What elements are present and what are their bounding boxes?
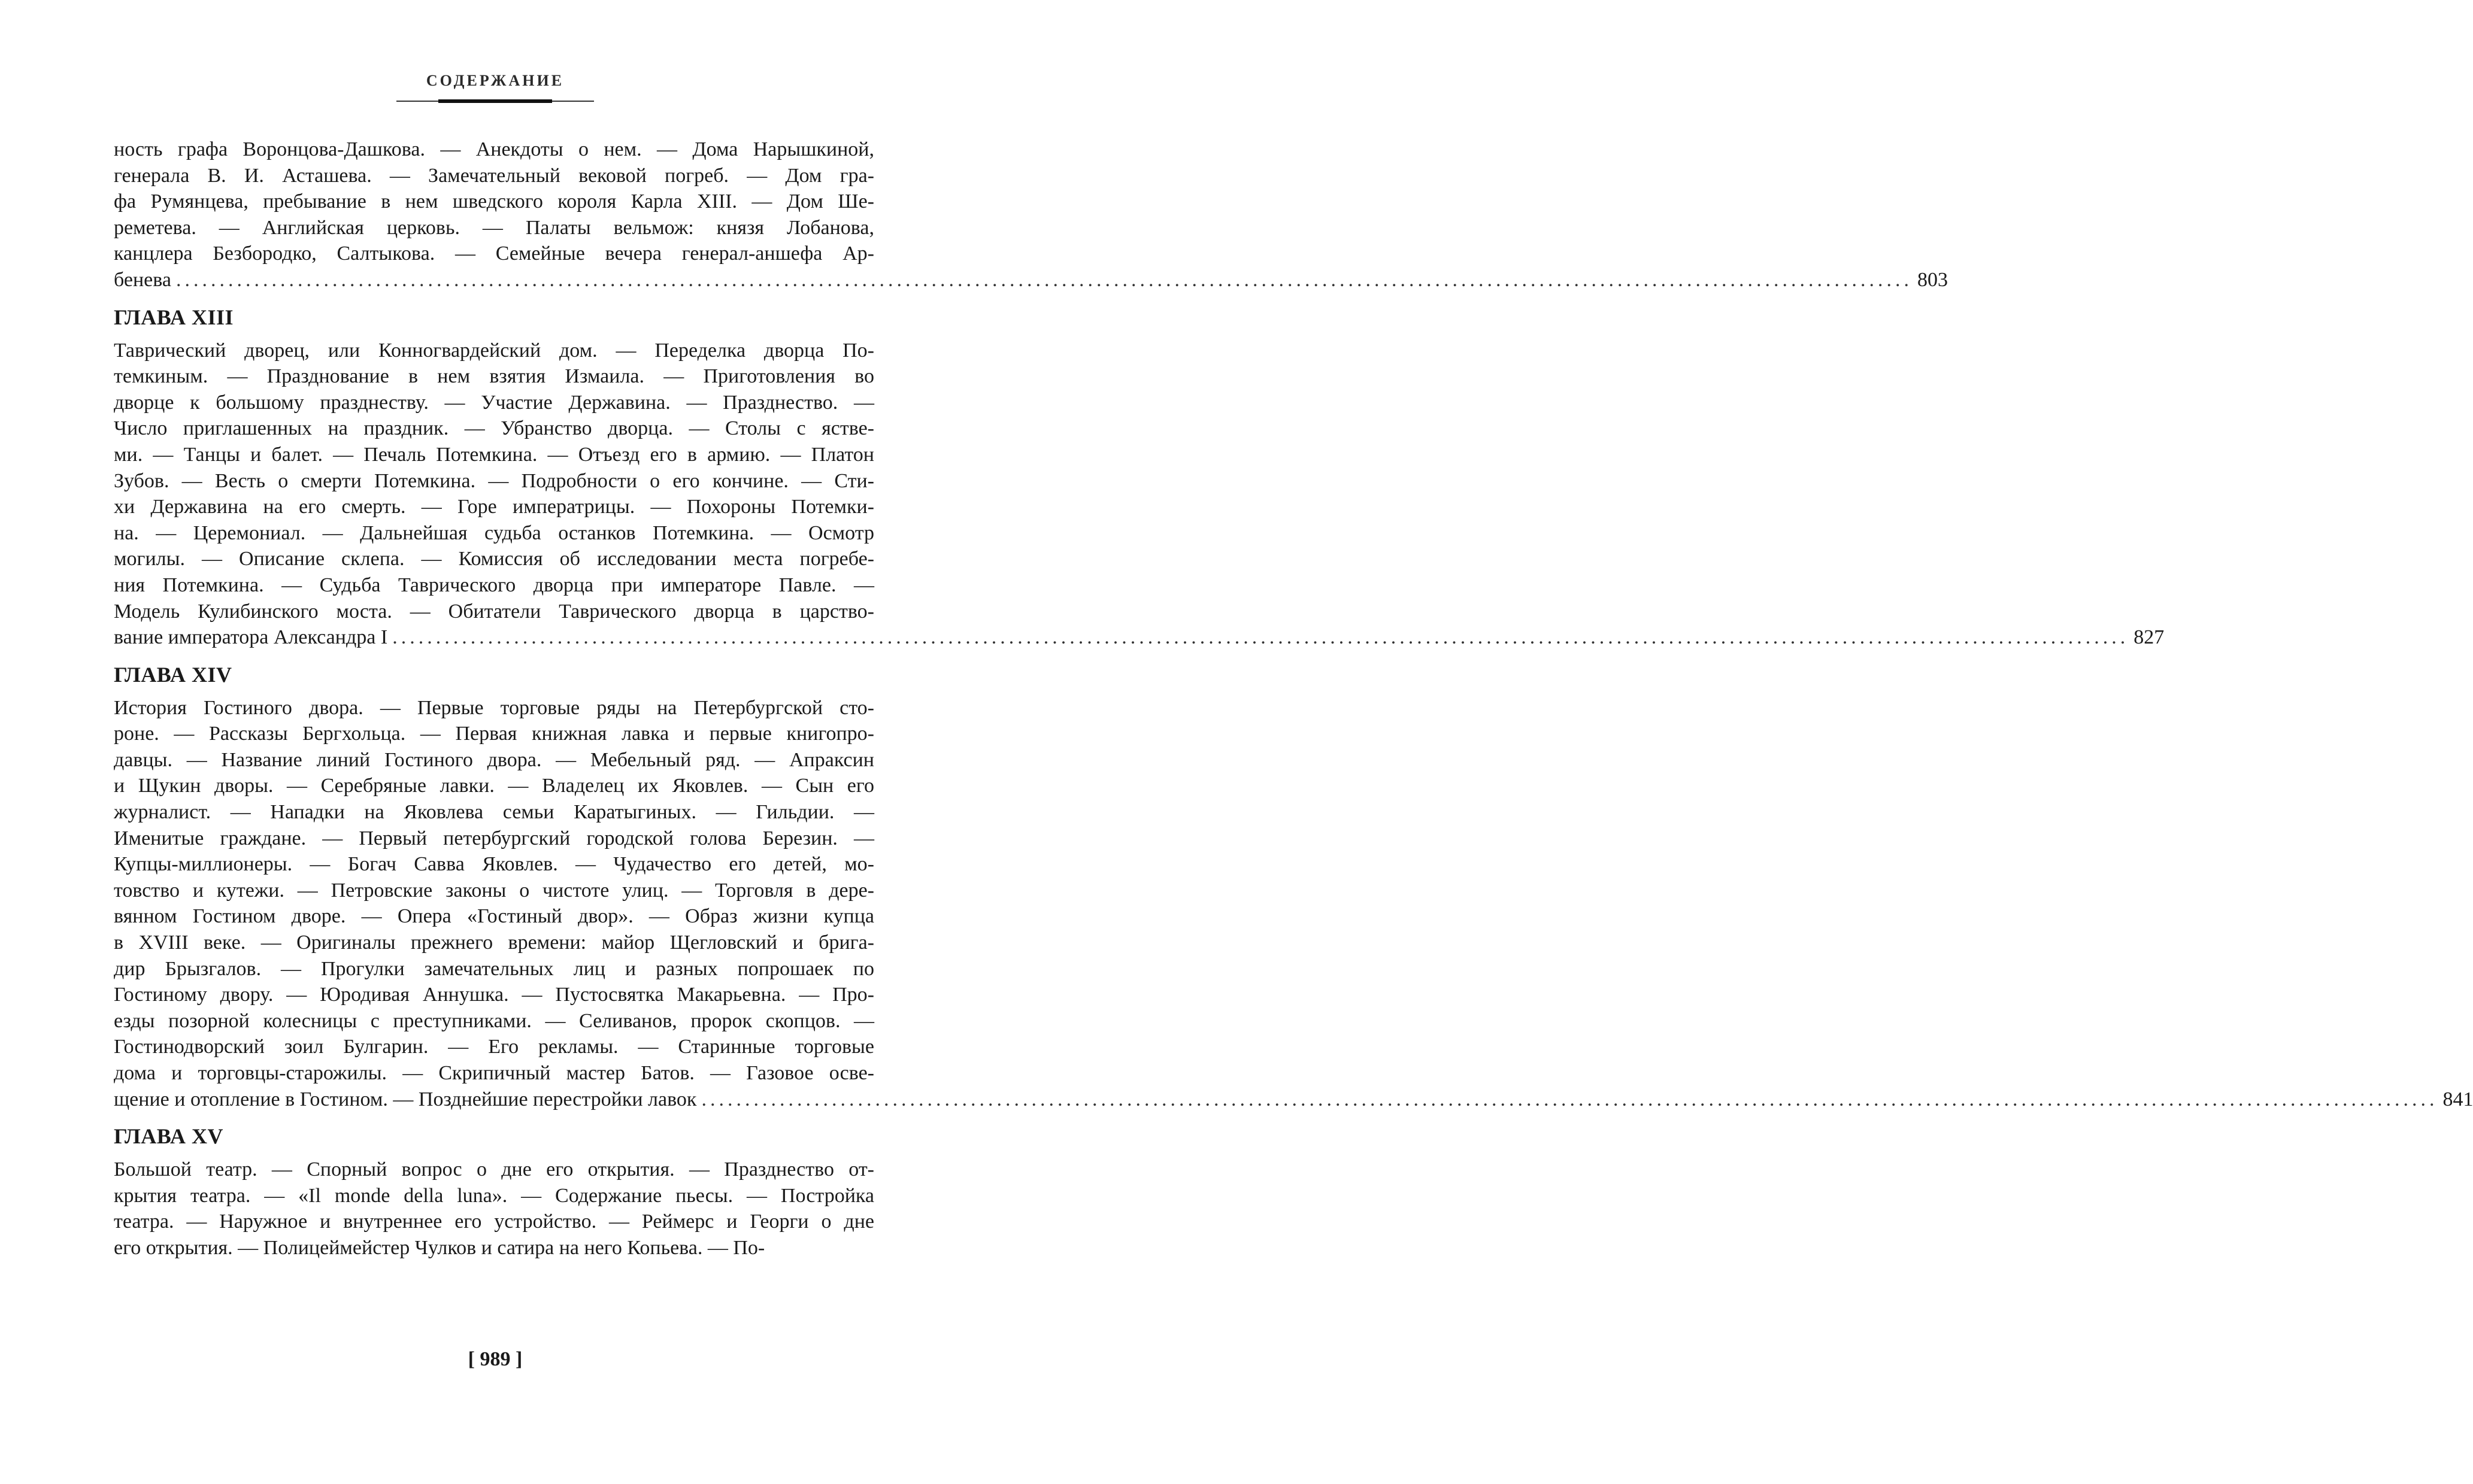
header-rule xyxy=(396,98,594,104)
summary-line: журналист. — Нападки на Яковлева семьи Каратыгиных. — Гильдии. — xyxy=(114,801,874,824)
summary-line: могилы. — Описание склепа. — Комиссия об исследовании места погребе- xyxy=(114,548,874,570)
summary-line: в XVIII веке. — Оригиналы прежнего времени: майор Щегловский и брига- xyxy=(114,931,874,954)
summary-line: хи Державина на его смерть. — Горе императрицы. — Похороны Потемки- xyxy=(114,496,874,518)
chapter-summary xyxy=(114,695,874,1087)
summary-line: на. — Церемониал. — Дальнейшая судьба останков Потемкина. — Осмотр xyxy=(114,521,874,544)
summary-line: генерала В. И. Асташева. — Замечательный вековой погреб. — Дом гра- xyxy=(114,164,874,187)
summary-line: канцлера Безбородко, Салтыкова. — Семейные вечера генерал-аншефа Ар- xyxy=(114,242,874,265)
summary-last-line: бенева xyxy=(114,268,171,291)
dot-leader: ........................................................................................................................................................................................................ xyxy=(701,1088,2438,1110)
summary-line: театра. — Наружное и внутреннее его устройство. — Реймерс и Георги о дне xyxy=(114,1210,874,1233)
dot-leader: ........................................................................................................................................................................................................ xyxy=(175,268,1913,291)
toc-leader-line xyxy=(114,267,1948,293)
summary-last-line: щение и отопление в Гостином. — Позднейшие перестройки лавок xyxy=(114,1088,697,1110)
chapter-summary xyxy=(114,1157,874,1261)
summary-line: товство и кутежи. — Петровские законы о чистоте улиц. — Торговля в дере- xyxy=(114,879,874,902)
summary-line: фа Румянцева, пребывание в нем шведского короля Карла XIII. — Дом Ше- xyxy=(114,190,874,213)
summary-line: ми. — Танцы и балет. — Печаль Потемкина. — Отъезд его в армию. — Платон xyxy=(114,443,874,466)
summary-line: вянном Гостином дворе. — Опера «Гостиный двор». — Образ жизни купца xyxy=(114,905,874,928)
summary-line: История Гостиного двора. — Первые торговые ряды на Петербургской сто- xyxy=(114,696,874,719)
summary-line: и Щукин дворы. — Серебряные лавки. — Владелец их Яковлев. — Сын его xyxy=(114,775,874,797)
summary-line: его открытия. — Полицеймейстер Чулков и сатира на него Копьева. — По- xyxy=(114,1236,765,1259)
summary-line: крытия театра. — «Il monde della luna». — Содержание пьесы. — Постройка xyxy=(114,1184,874,1207)
summary-line: дворце к большому празднеству. — Участие Державина. — Празднество. — xyxy=(114,391,874,414)
chapter-title: ГЛАВА XIII xyxy=(114,305,234,329)
summary-line: Купцы-миллионеры. — Богач Савва Яковлев. — Чудачество его детей, мо- xyxy=(114,853,874,876)
summary-last-line: вание императора Александра I xyxy=(114,626,388,649)
summary-line: Гостинодворский зоил Булгарин. — Его рекламы. — Старинные торговые xyxy=(114,1036,874,1058)
summary-line: Гостиному двору. — Юродивая Аннушка. — Пустосвятка Макарьевна. — Про- xyxy=(114,984,874,1006)
summary-line: Модель Кулибинского моста. — Обитатели Таврического дворца в царство- xyxy=(114,600,874,623)
summary-line: роне. — Рассказы Бергхольца. — Первая книжная лавка и первые книгопро- xyxy=(114,723,874,745)
summary-line: езды позорной колесницы с преступниками. — Селиванов, пророк скопцов. — xyxy=(114,1009,874,1032)
summary-line: ность графа Воронцова-Дашкова. — Анекдоты о нем. — Дома Нарышкиной, xyxy=(114,138,874,160)
summary-line: Зубов. — Весть о смерти Потемкина. — Подробности о его кончине. — Сти- xyxy=(114,469,874,492)
summary-line: дома и торговцы-старожилы. — Скрипичный мастер Батов. — Газовое осве- xyxy=(114,1062,874,1084)
toc-leader-line xyxy=(114,624,2165,651)
summary-line: ния Потемкина. — Судьба Таврического дворца при императоре Павле. — xyxy=(114,573,874,596)
chapter-title: ГЛАВА XV xyxy=(114,1124,224,1149)
dot-leader: ........................................................................................................................................................................................................ xyxy=(392,626,2129,649)
toc-page-number: 827 xyxy=(2133,626,2165,649)
running-header xyxy=(0,72,990,104)
toc-page-number: 841 xyxy=(2442,1088,2473,1110)
toc-page-number: 803 xyxy=(1917,268,1948,291)
toc-leader-line xyxy=(114,1087,2473,1113)
page-number: [ 989 ] xyxy=(468,1348,523,1370)
chapter-summary xyxy=(114,136,874,267)
chapter-summary xyxy=(114,338,874,625)
summary-line: Число приглашенных на праздник. — Убранство дворца. — Столы с ястве- xyxy=(114,417,874,440)
summary-line: Таврический дворец, или Конногвардейский дом. — Переделка дворца По- xyxy=(114,339,874,362)
summary-line: Большой театр. — Спорный вопрос о дне его открытия. — Празднество от- xyxy=(114,1158,874,1181)
summary-line: Именитые граждане. — Первый петербургский городской голова Березин. — xyxy=(114,827,874,849)
running-header-title: СОДЕРЖАНИЕ xyxy=(426,72,565,89)
toc-content xyxy=(114,136,2473,1261)
summary-line: темкиным. — Празднование в нем взятия Измаила. — Приготовления во xyxy=(114,365,874,388)
summary-line: реметева. — Английская церковь. — Палаты вельмож: князя Лобанова, xyxy=(114,216,874,239)
summary-line: давцы. — Название линий Гостиного двора. — Мебельный ряд. — Апраксин xyxy=(114,748,874,771)
header-rule-thick xyxy=(438,99,552,103)
chapter-title: ГЛАВА XIV xyxy=(114,662,232,687)
summary-line: дир Брызгалов. — Прогулки замечательных лиц и разных попрошаек по xyxy=(114,957,874,980)
